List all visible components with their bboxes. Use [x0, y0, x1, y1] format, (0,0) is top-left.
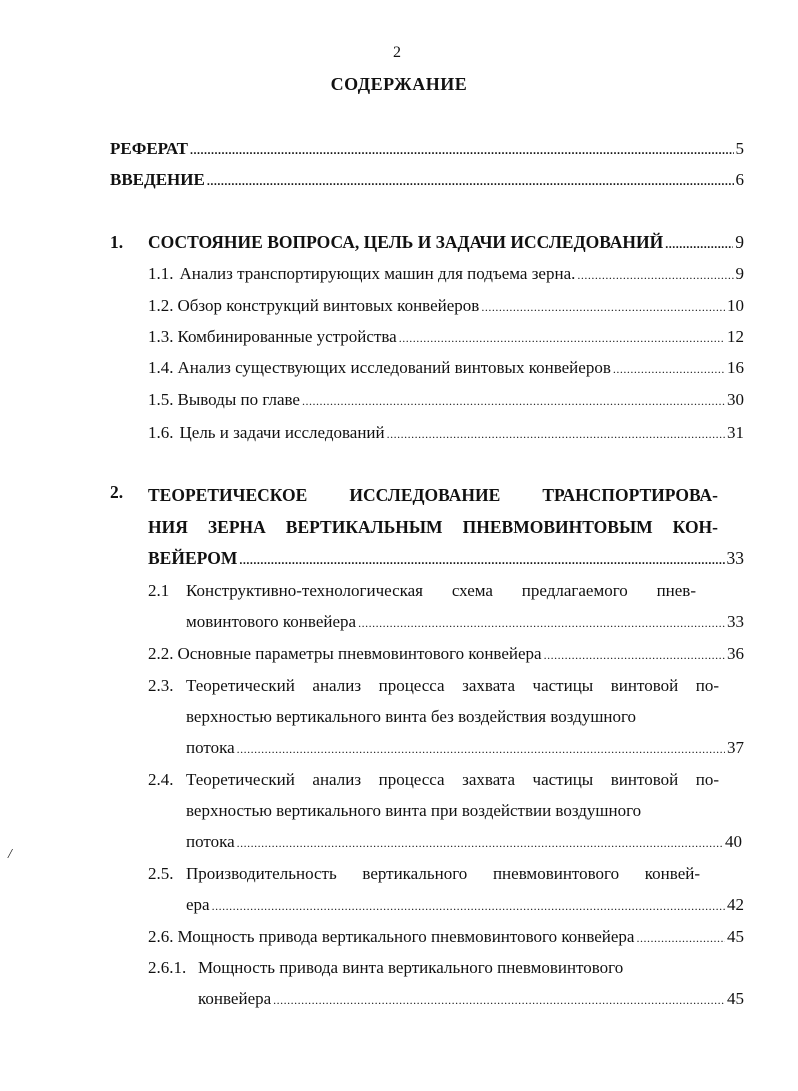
- chapter-2-title-line2: НИЯ ЗЕРНА ВЕРТИКАЛЬНЫМ ПНЕВМОВИНТОВЫМ КОН-: [148, 517, 718, 537]
- leader-dots: [358, 610, 725, 636]
- leader-dots: [239, 547, 724, 573]
- toc-entry-vvedenie: [110, 167, 744, 193]
- section-number: 1.4.: [148, 358, 174, 377]
- section-number: 2.6.1.: [148, 958, 187, 977]
- toc-page: 45: [727, 989, 744, 1008]
- leader-dots: [237, 736, 725, 762]
- toc-page: 40: [725, 832, 742, 851]
- toc-entry-text: Конструктивно-технологическая схема предлагаемого пнев-: [186, 581, 696, 600]
- toc-entry-1-3: [148, 324, 744, 350]
- leader-dots: [237, 830, 723, 856]
- leader-dots: [273, 987, 725, 1013]
- leader-dots: [207, 168, 734, 194]
- leader-dots: [577, 262, 733, 288]
- chapter-1-heading: [110, 229, 744, 255]
- chapter-2-title-line1: ТЕОРЕТИЧЕСКОЕ ИССЛЕДОВАНИЕ ТРАНСПОРТИРОВА-: [148, 485, 718, 505]
- toc-entry-text: мовинтового конвейера: [186, 612, 357, 631]
- toc-entry-text: Анализ существующих исследований винтовых конвейеров: [177, 358, 611, 377]
- toc-page: 5: [735, 139, 744, 158]
- leader-dots: [212, 893, 725, 919]
- section-number: 1.1.: [148, 264, 174, 283]
- toc-entry-text: ера: [186, 895, 210, 914]
- section-number: 2.6.: [148, 927, 174, 946]
- section-number: 2.4.: [148, 770, 174, 789]
- section-number: 2.3.: [148, 676, 174, 695]
- page-title: СОДЕРЖАНИЕ: [330, 74, 468, 94]
- leader-dots: [387, 421, 725, 447]
- toc-entry-1-1: [148, 261, 744, 287]
- chapter-title: СОСТОЯНИЕ ВОПРОСА, ЦЕЛЬ И ЗАДАЧИ ИССЛЕДОВАНИЙ: [148, 232, 664, 252]
- toc-page: 42: [727, 895, 744, 914]
- toc-entry-text: Анализ транспортирующих машин для подъема зерна.: [179, 264, 576, 283]
- toc-entry-text: потока: [186, 832, 235, 851]
- toc-page: 6: [735, 170, 744, 189]
- toc-entry-1-2: [148, 293, 744, 319]
- toc-entry-2-4: [186, 829, 742, 855]
- toc-page: 33: [726, 548, 744, 568]
- toc-entry-text: Теоретический анализ процесса захвата частицы винтовой по-: [186, 770, 719, 789]
- toc-page: 37: [727, 738, 744, 757]
- toc-entry-referat: [110, 136, 744, 162]
- chapter-number: 1.: [110, 232, 124, 252]
- section-number: 1.6.: [148, 423, 174, 442]
- toc-entry-2-2: [148, 641, 744, 667]
- toc-entry-2-6-1: [198, 986, 744, 1012]
- toc-entry-text: РЕФЕРАТ: [110, 139, 188, 158]
- leader-dots: [481, 294, 725, 320]
- toc-entry-text: Выводы по главе: [177, 390, 300, 409]
- leader-dots: [190, 137, 734, 163]
- margin-mark: /: [8, 847, 12, 862]
- toc-entry-text: Мощность привода вертикального пневмовинтового конвейера: [177, 927, 635, 946]
- toc-page: 30: [727, 390, 744, 409]
- leader-dots: [613, 356, 725, 382]
- toc-entry-text: Комбинированные устройства: [177, 327, 397, 346]
- leader-dots: [544, 642, 725, 668]
- toc-entry-text: ВВЕДЕНИЕ: [110, 170, 205, 189]
- leader-dots: [665, 231, 733, 257]
- toc-entry-1-6: [148, 420, 744, 446]
- toc-entry-text: Мощность привода винта вертикального пневмовинтового: [198, 958, 624, 977]
- toc-entry-text: Основные параметры пневмовинтового конвейера: [177, 644, 542, 663]
- chapter-2-number: 2.: [110, 482, 124, 502]
- toc-entry-2-5: [186, 892, 744, 918]
- section-number: 1.5.: [148, 390, 174, 409]
- toc-entry-2-1: [186, 609, 744, 635]
- toc-entry-2-6: [148, 924, 744, 950]
- section-number: 2.5.: [148, 864, 174, 883]
- toc-entry-text: Обзор конструкций винтовых конвейеров: [177, 296, 480, 315]
- chapter-2-title-line3: [148, 545, 744, 571]
- toc-entry-1-5: [148, 387, 744, 413]
- toc-entry-text: конвейера: [198, 989, 272, 1008]
- toc-page: 16: [727, 358, 744, 377]
- toc-entry-text: верхностью вертикального винта при воздействии воздушного: [186, 801, 642, 820]
- toc-entry-1-4: [148, 355, 744, 381]
- toc-entry-text: Производительность вертикального пневмовинтового конвей-: [186, 864, 700, 883]
- toc-entry-text: потока: [186, 738, 235, 757]
- toc-page: 12: [727, 327, 744, 346]
- chapter-title: ВЕЙЕРОМ: [148, 548, 238, 568]
- section-number: 1.3.: [148, 327, 174, 346]
- section-number: 2.1: [148, 581, 170, 600]
- toc-page: 45: [727, 927, 744, 946]
- leader-dots: [399, 325, 725, 351]
- toc-page: 33: [727, 612, 744, 631]
- toc-entry-text: Цель и задачи исследований: [179, 423, 385, 442]
- page-number: 2: [393, 44, 401, 61]
- leader-dots: [302, 388, 725, 414]
- toc-entry-text: Теоретический анализ процесса захвата частицы винтовой по-: [186, 676, 719, 695]
- section-number: 1.2.: [148, 296, 174, 315]
- toc-entry-text: верхностью вертикального винта без воздействия воздушного: [186, 707, 637, 726]
- toc-page: 9: [735, 232, 744, 252]
- leader-dots: [636, 925, 725, 951]
- toc-page: 36: [727, 644, 744, 663]
- section-number: 2.2.: [148, 644, 174, 663]
- toc-entry-2-3: [186, 735, 744, 761]
- toc-page: 9: [735, 264, 744, 283]
- toc-page: 31: [727, 423, 744, 442]
- toc-page: 10: [727, 296, 744, 315]
